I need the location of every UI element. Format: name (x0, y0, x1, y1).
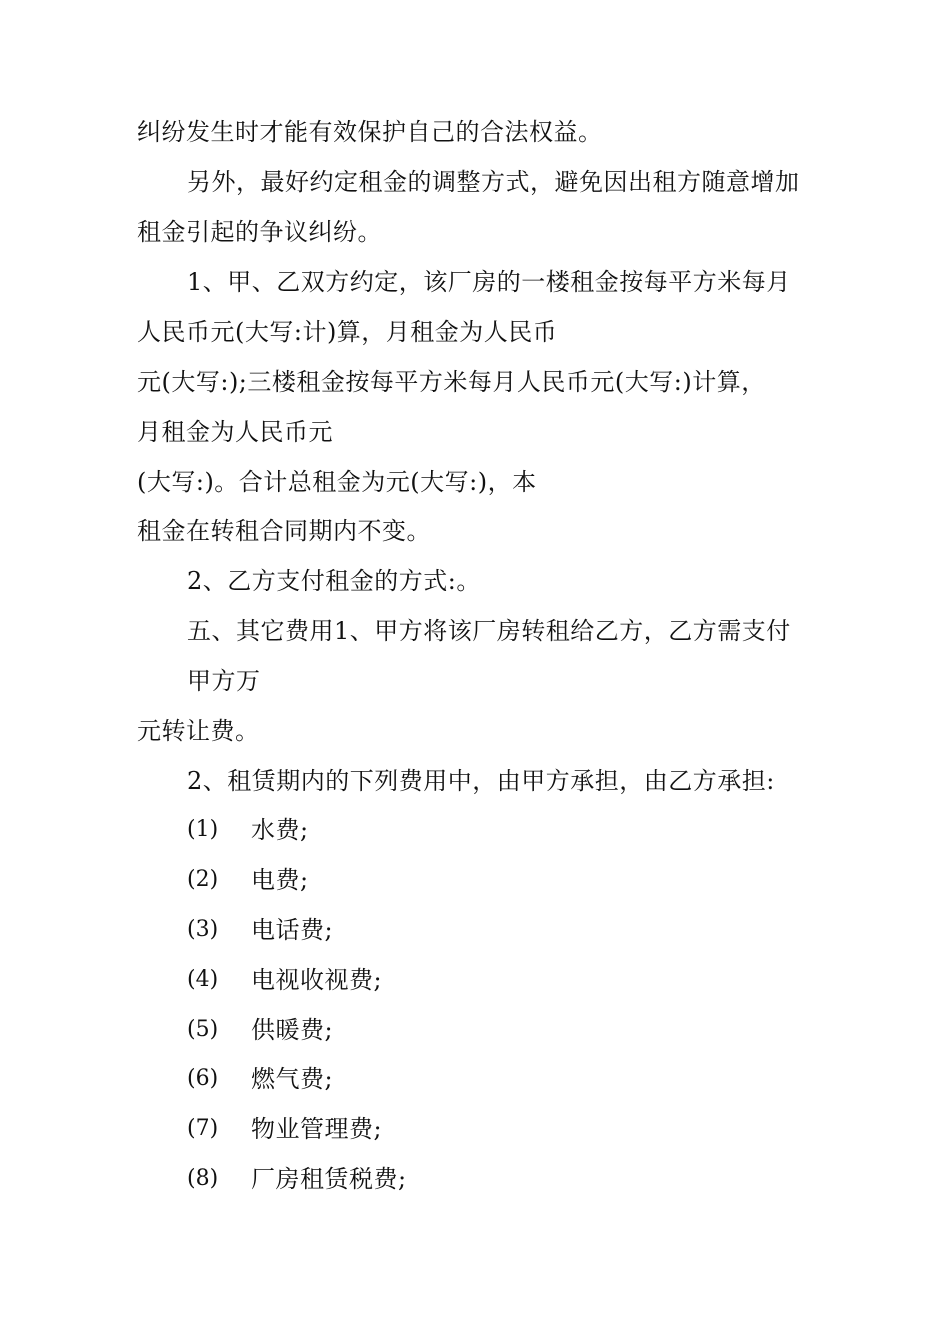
text-line: (大写:)。合计总租金为元(大写:)，本 (137, 468, 537, 496)
list-item-number: (2) (187, 867, 219, 892)
text-line: 另外，最好约定租金的调整方式，避免因出租方随意增加 (187, 168, 800, 196)
list-item-number: (3) (187, 917, 219, 942)
text-line: 租金引起的争议纠纷。 (137, 218, 382, 246)
text-line: 人民币元(大写:计)算，月租金为人民币 (137, 318, 558, 346)
list-item-number: (7) (187, 1116, 219, 1141)
text-line: 月租金为人民币元 (137, 418, 333, 446)
list-item-number: (4) (187, 967, 219, 992)
list-item-number: (6) (187, 1066, 219, 1091)
list-item-number: (8) (187, 1166, 219, 1191)
list-item-number: (1) (187, 817, 219, 842)
list-item-number: (5) (187, 1017, 219, 1042)
list-item-text: 物业管理费; (251, 1115, 383, 1143)
list-item-text: 厂房租赁税费; (251, 1165, 407, 1193)
text-line: 1、甲、乙双方约定，该厂房的一楼租金按每平方米每月 (187, 268, 791, 296)
list-item-text: 供暖费; (251, 1016, 334, 1044)
text-line: 五、其它费用1、甲方将该厂房转租给乙方，乙方需支付 (187, 617, 791, 645)
text-line: 纠纷发生时才能有效保护自己的合法权益。 (137, 118, 603, 146)
list-item-text: 电话费; (251, 916, 334, 944)
list-item-text: 燃气费; (251, 1065, 334, 1093)
text-line: 甲方万 (187, 667, 261, 695)
text-line: 2、租赁期内的下列费用中，由甲方承担，由乙方承担: (187, 767, 775, 795)
text-line: 元(大写:);三楼租金按每平方米每月人民币元(大写:)计算， (137, 368, 766, 396)
list-item-text: 电费; (251, 866, 309, 894)
list-item-text: 电视收视费; (251, 966, 383, 994)
text-line: 元转让费。 (137, 717, 260, 745)
text-line: 租金在转租合同期内不变。 (137, 517, 431, 545)
list-item-text: 水费; (251, 816, 309, 844)
text-line: 2、乙方支付租金的方式:。 (187, 567, 481, 595)
